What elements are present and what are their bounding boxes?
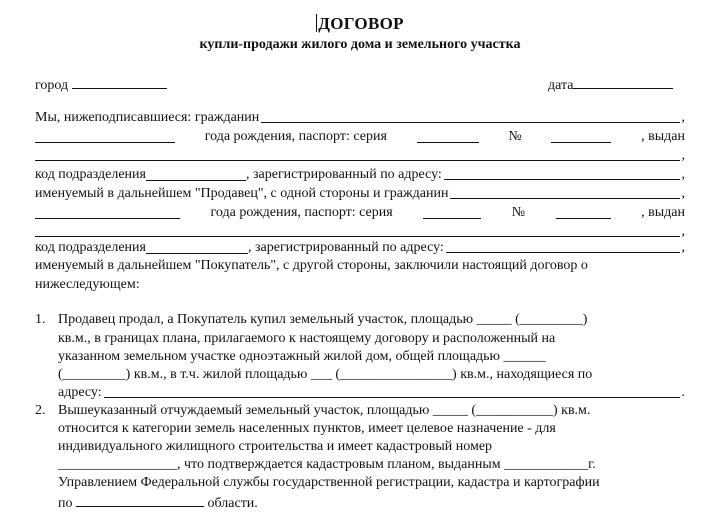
city-date-line [35, 74, 685, 95]
buyer-birth-year-blank[interactable] [35, 204, 180, 219]
buyer-issued-by-blank[interactable] [35, 223, 680, 237]
item-line: индивидуального жилищного строительства и имеет кадастровый номер [58, 439, 493, 454]
seller-address-blank[interactable] [444, 166, 680, 180]
item-line: Продавец продал, а Покупатель купил земельный участок, площадью _____ (_________) [58, 312, 588, 327]
item-line: относится к категории земель населенных пунктов, имеет целевое назначение - для [58, 421, 556, 436]
buyer-dept-code-blank[interactable] [146, 239, 248, 254]
region-blank[interactable] [76, 492, 204, 507]
para-line: именуемый в дальнейшем "Покупатель", с другой стороны, заключили настоящий договор о [35, 258, 588, 273]
item-line: по области. [58, 492, 685, 513]
city-blank[interactable] [72, 74, 167, 89]
item-line: кв.м., в границах плана, прилагаемого к настоящему договору и расположенный на [58, 331, 556, 346]
para-line: , [35, 147, 685, 165]
para-line: года рождения, паспорт: серия № , выдан [35, 204, 685, 222]
document-title: ДОГОВОР [318, 14, 404, 33]
property-address-blank[interactable] [104, 384, 680, 398]
date-label: дата [548, 78, 574, 93]
para-line: , [35, 223, 685, 241]
seller-issued-by-blank[interactable] [35, 147, 680, 161]
item-line: Вышеуказанный отчуждаемый земельный участок, площадью _____ (___________) кв.м. [58, 403, 591, 418]
date-blank[interactable] [573, 74, 673, 89]
item-line: указанном земельном участке одноэтажный жилой дом, общей площадью ______ [58, 349, 546, 364]
seller-dept-code-blank[interactable] [146, 166, 246, 181]
para-line: код подразделения , зарегистрированный по адресу: , [35, 167, 685, 182]
seller-passport-number-blank[interactable] [551, 128, 611, 143]
buyer-name-blank[interactable] [450, 185, 679, 199]
item-line: (_________) кв.м., в т.ч. жилой площадью ___ (________________) кв.м., находящиеся по [58, 367, 593, 382]
seller-passport-series-blank[interactable] [417, 128, 479, 143]
para-line: года рождения, паспорт: серия № , выдан [35, 128, 685, 146]
list-number: 2. [35, 403, 46, 418]
item-line: _________________, что подтверждается кадастровым планом, выданным ____________г. [58, 457, 596, 472]
seller-name-blank[interactable] [261, 109, 679, 123]
document-subtitle: купли-продажи жилого дома и земельного участка [199, 37, 521, 52]
para-line: нижеследующем: [35, 277, 140, 292]
city-label: город [35, 78, 69, 93]
para-line: код подразделения , зарегистрированный по адресу: , [35, 240, 685, 255]
item-line: адресу: . [58, 385, 685, 400]
buyer-address-blank[interactable] [446, 239, 680, 253]
para-line: Мы, нижеподписавшиеся: гражданин , [35, 110, 685, 125]
seller-birth-year-blank[interactable] [35, 128, 175, 143]
para-line: именуемый в дальнейшем "Продавец", с одной стороны и гражданин , [35, 186, 685, 201]
buyer-passport-series-blank[interactable] [423, 204, 481, 219]
item-line: Управлением Федеральной службы государственной регистрации, кадастра и картографии [58, 475, 600, 490]
list-number: 1. [35, 312, 46, 327]
buyer-passport-number-blank[interactable] [556, 204, 611, 219]
